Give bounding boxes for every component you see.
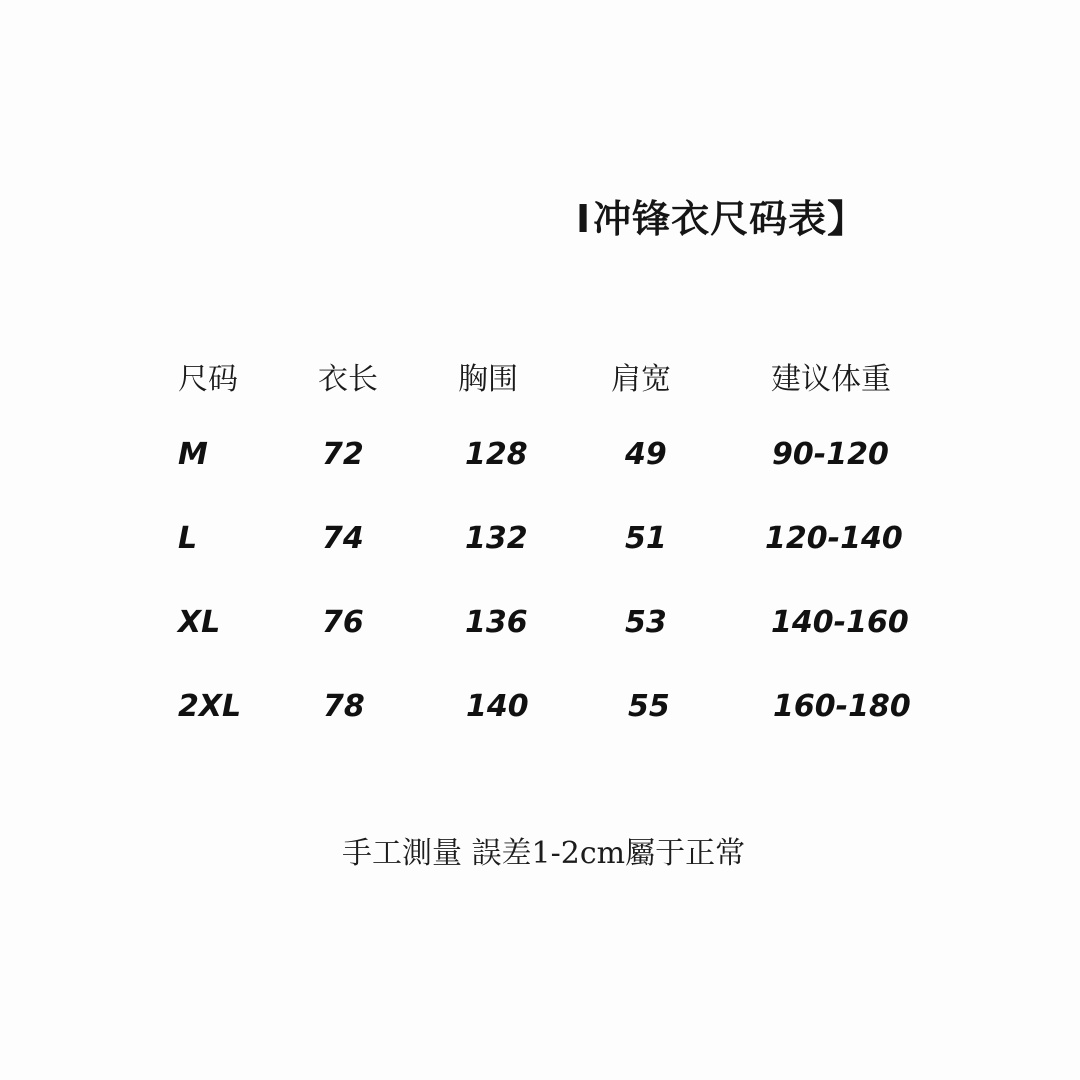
table-cell-chest: 128 — [465, 437, 528, 472]
size-chart-title — [576, 188, 866, 243]
table-cell-length: 74 — [322, 521, 364, 556]
header-size: 尺码 — [178, 362, 238, 397]
measurement-note: 手工測量 誤差1-2cm屬于正常 — [342, 836, 746, 871]
table-cell-shoulder: 55 — [628, 689, 670, 724]
table-cell-length: 72 — [322, 437, 364, 472]
table-cell-weight: 120-140 — [765, 521, 903, 556]
table-cell-shoulder: 51 — [625, 521, 667, 556]
table-cell-weight: 160-180 — [773, 689, 911, 724]
table-cell-chest: 132 — [465, 521, 528, 556]
title-text: 冲锋衣尺码表】 — [593, 197, 867, 241]
table-cell-chest: 140 — [466, 689, 529, 724]
title-bracket-fragment: I — [576, 197, 592, 241]
header-chest: 胸围 — [458, 362, 518, 397]
table-cell-shoulder: 49 — [625, 437, 667, 472]
table-cell-shoulder: 53 — [625, 605, 667, 640]
table-cell-weight: 90-120 — [772, 437, 889, 472]
table-cell-length: 78 — [323, 689, 365, 724]
table-cell-size: L — [178, 521, 198, 556]
table-cell-size: M — [178, 437, 208, 472]
table-cell-size: 2XL — [178, 689, 242, 724]
table-cell-chest: 136 — [465, 605, 528, 640]
header-weight: 建议体重 — [771, 362, 891, 397]
header-shoulder: 肩宽 — [611, 362, 671, 397]
header-length: 衣长 — [318, 362, 378, 397]
table-cell-length: 76 — [322, 605, 364, 640]
table-cell-size: XL — [178, 605, 221, 640]
table-cell-weight: 140-160 — [771, 605, 909, 640]
